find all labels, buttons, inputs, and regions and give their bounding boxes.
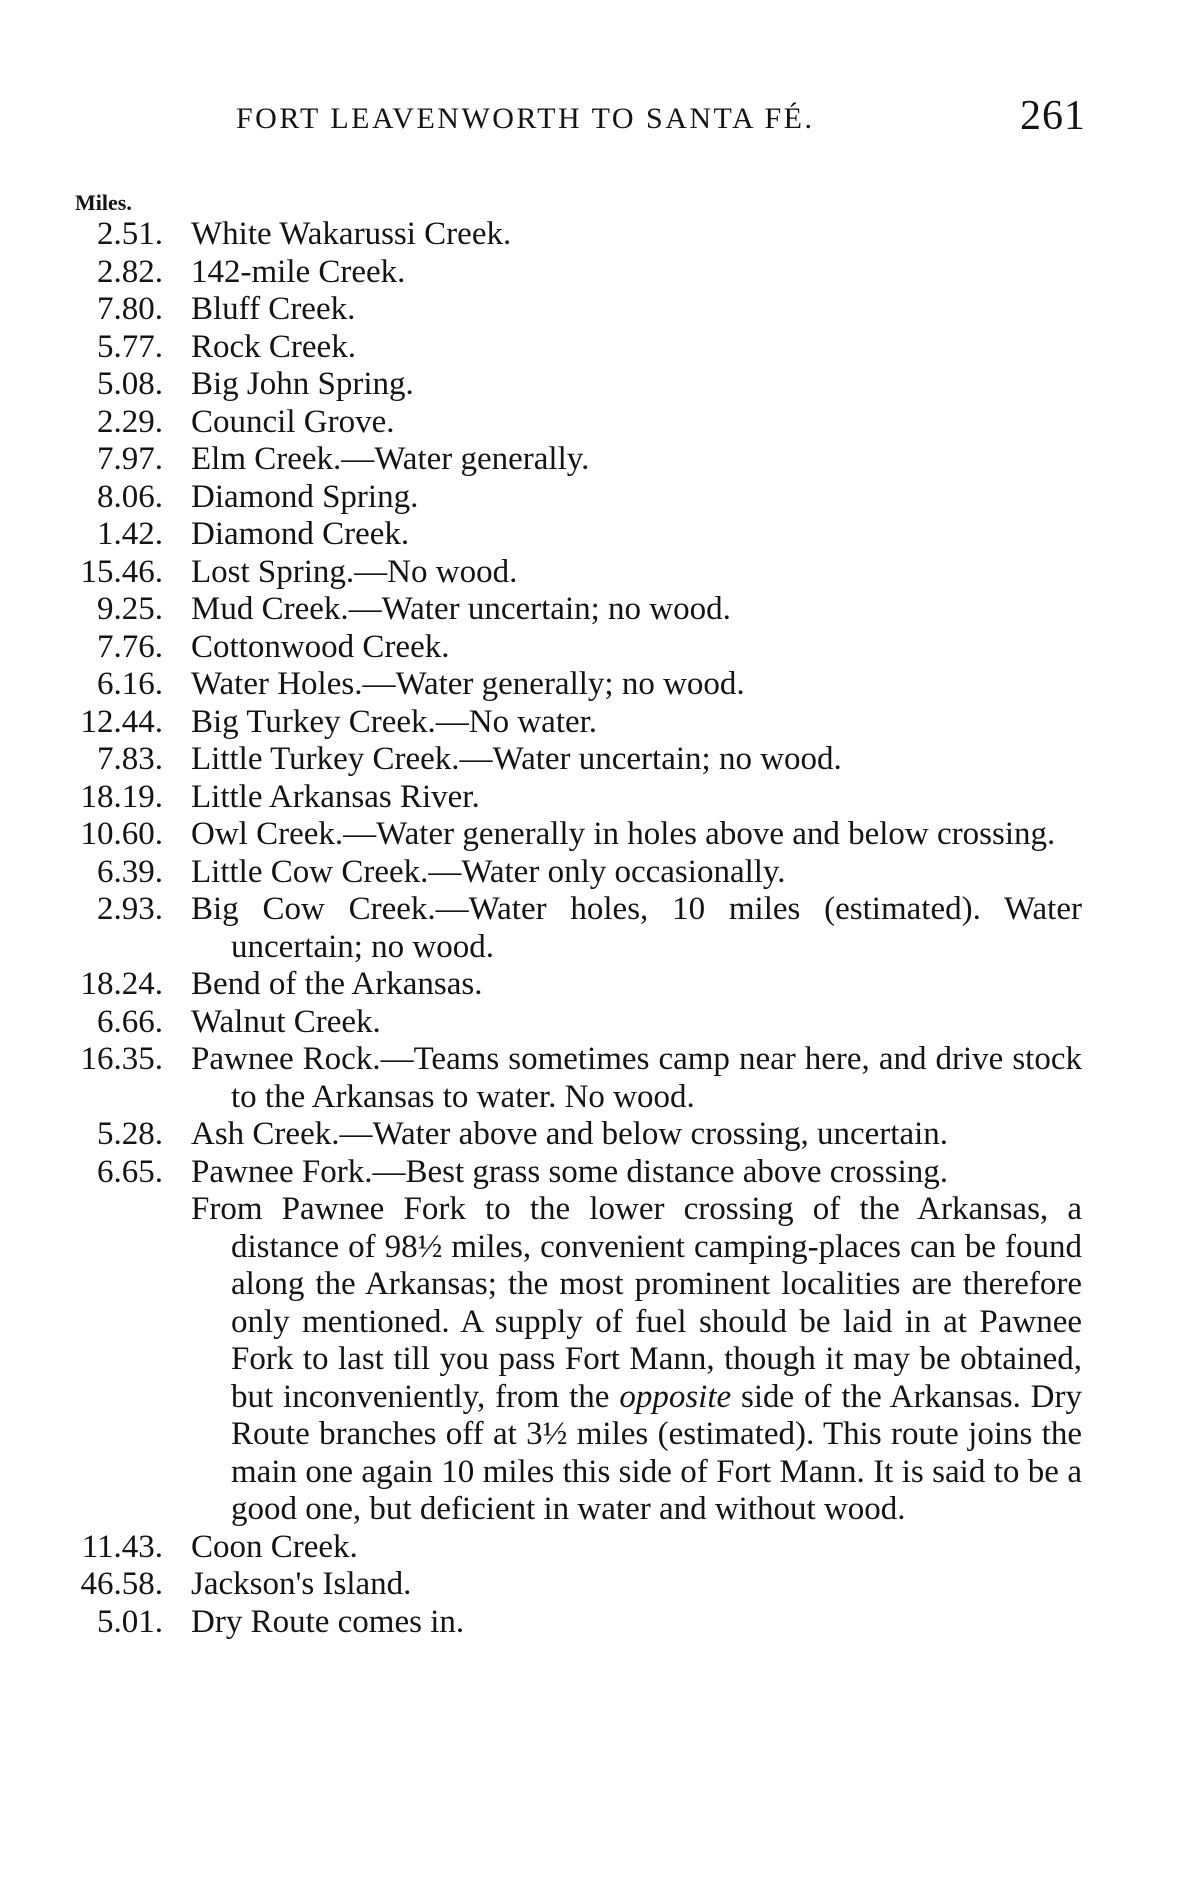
- place-description: Lost Spring.—No wood.: [191, 553, 518, 590]
- itinerary-entry: [0, 666, 1197, 704]
- place-description: Owl Creek.—Water generally in holes above and below crossing.: [191, 816, 1056, 852]
- distance-miles: 46.58.: [80, 1566, 163, 1602]
- distance-miles: 9.25.: [97, 591, 163, 627]
- distance-miles: 2.93.: [97, 891, 163, 927]
- route-note-text: [191, 1191, 1082, 1529]
- itinerary-entry: [0, 291, 1197, 329]
- itinerary-entry: [0, 1154, 1197, 1192]
- distance-miles: 6.66.: [97, 1003, 163, 1040]
- itinerary-entry: [0, 254, 1197, 292]
- place-description: Diamond Creek.: [191, 516, 410, 552]
- place-description: Elm Creek.—Water generally.: [191, 441, 590, 477]
- itinerary-entry: [0, 741, 1197, 779]
- distance-miles: 5.08.: [97, 366, 163, 402]
- distance-miles: 18.24.: [80, 966, 163, 1002]
- distance-miles: 16.35.: [80, 1041, 163, 1077]
- itinerary-entry: [0, 1004, 1197, 1042]
- itinerary-entry: [0, 1604, 1197, 1642]
- itinerary-entry: [0, 516, 1197, 554]
- distance-miles: 12.44.: [80, 703, 163, 740]
- itinerary-entry: [0, 554, 1197, 592]
- itinerary-entry: [0, 366, 1197, 404]
- distance-miles: 2.82.: [97, 253, 163, 290]
- running-head: [236, 93, 1086, 146]
- place-description: Big Cow Creek.—Water holes, 10 miles (estimated). Water uncertain; no wood.: [191, 891, 1082, 965]
- itinerary-list: [0, 216, 1197, 1641]
- distance-miles: 5.01.: [97, 1603, 163, 1640]
- route-note: [0, 1191, 1197, 1529]
- note-text-part-2: side of the Arkansas. Dry Route branches off at 3½ miles (estimated). This route joins the main one again 10 miles this side of Fort Mann. It is said to be a good one, but deficient in water and without wood.: [231, 1378, 1083, 1527]
- itinerary-entry: [0, 329, 1197, 367]
- itinerary-entry: [0, 479, 1197, 517]
- place-description: Little Turkey Creek.—Water uncertain; no wood.: [191, 741, 842, 777]
- place-description: Council Grove.: [191, 403, 395, 440]
- miles-column-label: Miles.: [75, 190, 132, 215]
- place-description: White Wakarussi Creek.: [191, 216, 512, 252]
- page-number: 261: [1020, 93, 1086, 139]
- itinerary-entry: [0, 966, 1197, 1004]
- place-description: Jackson's Island.: [191, 1566, 412, 1602]
- place-description: Pawnee Fork.—Best grass some distance above crossing.: [191, 1153, 949, 1190]
- distance-miles: 8.06.: [97, 478, 163, 515]
- distance-miles: 1.42.: [97, 516, 163, 552]
- place-description: Diamond Spring.: [191, 478, 419, 515]
- place-description: Bend of the Arkansas.: [191, 966, 483, 1002]
- itinerary-entry: [0, 1529, 1197, 1567]
- distance-miles: 7.97.: [97, 441, 163, 477]
- itinerary-entry: [0, 704, 1197, 742]
- distance-miles: 5.77.: [97, 328, 163, 365]
- itinerary-entry: [0, 1566, 1197, 1604]
- distance-miles: 5.28.: [97, 1116, 163, 1152]
- place-description: Dry Route comes in.: [191, 1603, 465, 1640]
- place-description: Bluff Creek.: [191, 291, 356, 327]
- place-description: Big Turkey Creek.—No water.: [191, 703, 598, 740]
- itinerary-entry: [0, 854, 1197, 892]
- itinerary-entry: [0, 1116, 1197, 1154]
- page-title: FORT LEAVENWORTH TO SANTA FÉ.: [236, 102, 815, 135]
- distance-miles: 7.83.: [97, 741, 163, 777]
- distance-miles: 7.76.: [97, 628, 163, 665]
- place-description: Mud Creek.—Water uncertain; no wood.: [191, 591, 731, 627]
- distance-miles: 15.46.: [80, 553, 163, 590]
- place-description: Pawnee Rock.—Teams sometimes camp near here, and drive stock to the Arkansas to water. No wood.: [191, 1041, 1082, 1115]
- itinerary-entry: [0, 216, 1197, 254]
- place-description: Little Arkansas River.: [191, 778, 480, 815]
- distance-miles: 18.19.: [80, 778, 163, 815]
- place-description: Cottonwood Creek.: [191, 628, 450, 665]
- place-description: Ash Creek.—Water above and below crossing, uncertain.: [191, 1116, 949, 1152]
- place-description: Walnut Creek.: [191, 1003, 381, 1040]
- distance-miles: 7.80.: [97, 291, 163, 327]
- distance-miles: 11.43.: [81, 1528, 163, 1565]
- itinerary-entry: [0, 404, 1197, 442]
- place-description: Coon Creek.: [191, 1528, 358, 1565]
- itinerary-entry: [0, 816, 1197, 854]
- itinerary-entry: [0, 1041, 1197, 1116]
- place-description: Rock Creek.: [191, 328, 356, 365]
- note-italic-word: opposite: [619, 1378, 732, 1415]
- distance-miles: 10.60.: [80, 816, 163, 852]
- distance-miles: 6.39.: [97, 853, 163, 890]
- place-description: Water Holes.—Water generally; no wood.: [191, 666, 745, 702]
- place-description: Big John Spring.: [191, 366, 414, 402]
- distance-miles: 6.65.: [97, 1153, 163, 1190]
- distance-miles: 2.29.: [97, 403, 163, 440]
- place-description: 142-mile Creek.: [191, 253, 406, 290]
- place-description: Little Cow Creek.—Water only occasionally.: [191, 853, 786, 890]
- itinerary-entry: [0, 591, 1197, 629]
- note-text-part-1: From Pawnee Fork to the lower crossing of the Arkansas, a distance of 98½ miles, convenient camping-places can be found along the Arkansas; the most prominent localities are therefore only mentioned. A supply of fuel should be laid in at Pawnee Fork to last till you pass Fort Mann, though it may be obtained, but inconveniently, from the: [191, 1191, 1082, 1415]
- itinerary-entry: [0, 629, 1197, 667]
- itinerary-entry: [0, 779, 1197, 817]
- itinerary-entry: [0, 891, 1197, 966]
- distance-miles: 6.16.: [97, 666, 163, 702]
- itinerary-entry: [0, 441, 1197, 479]
- distance-miles: 2.51.: [97, 216, 163, 252]
